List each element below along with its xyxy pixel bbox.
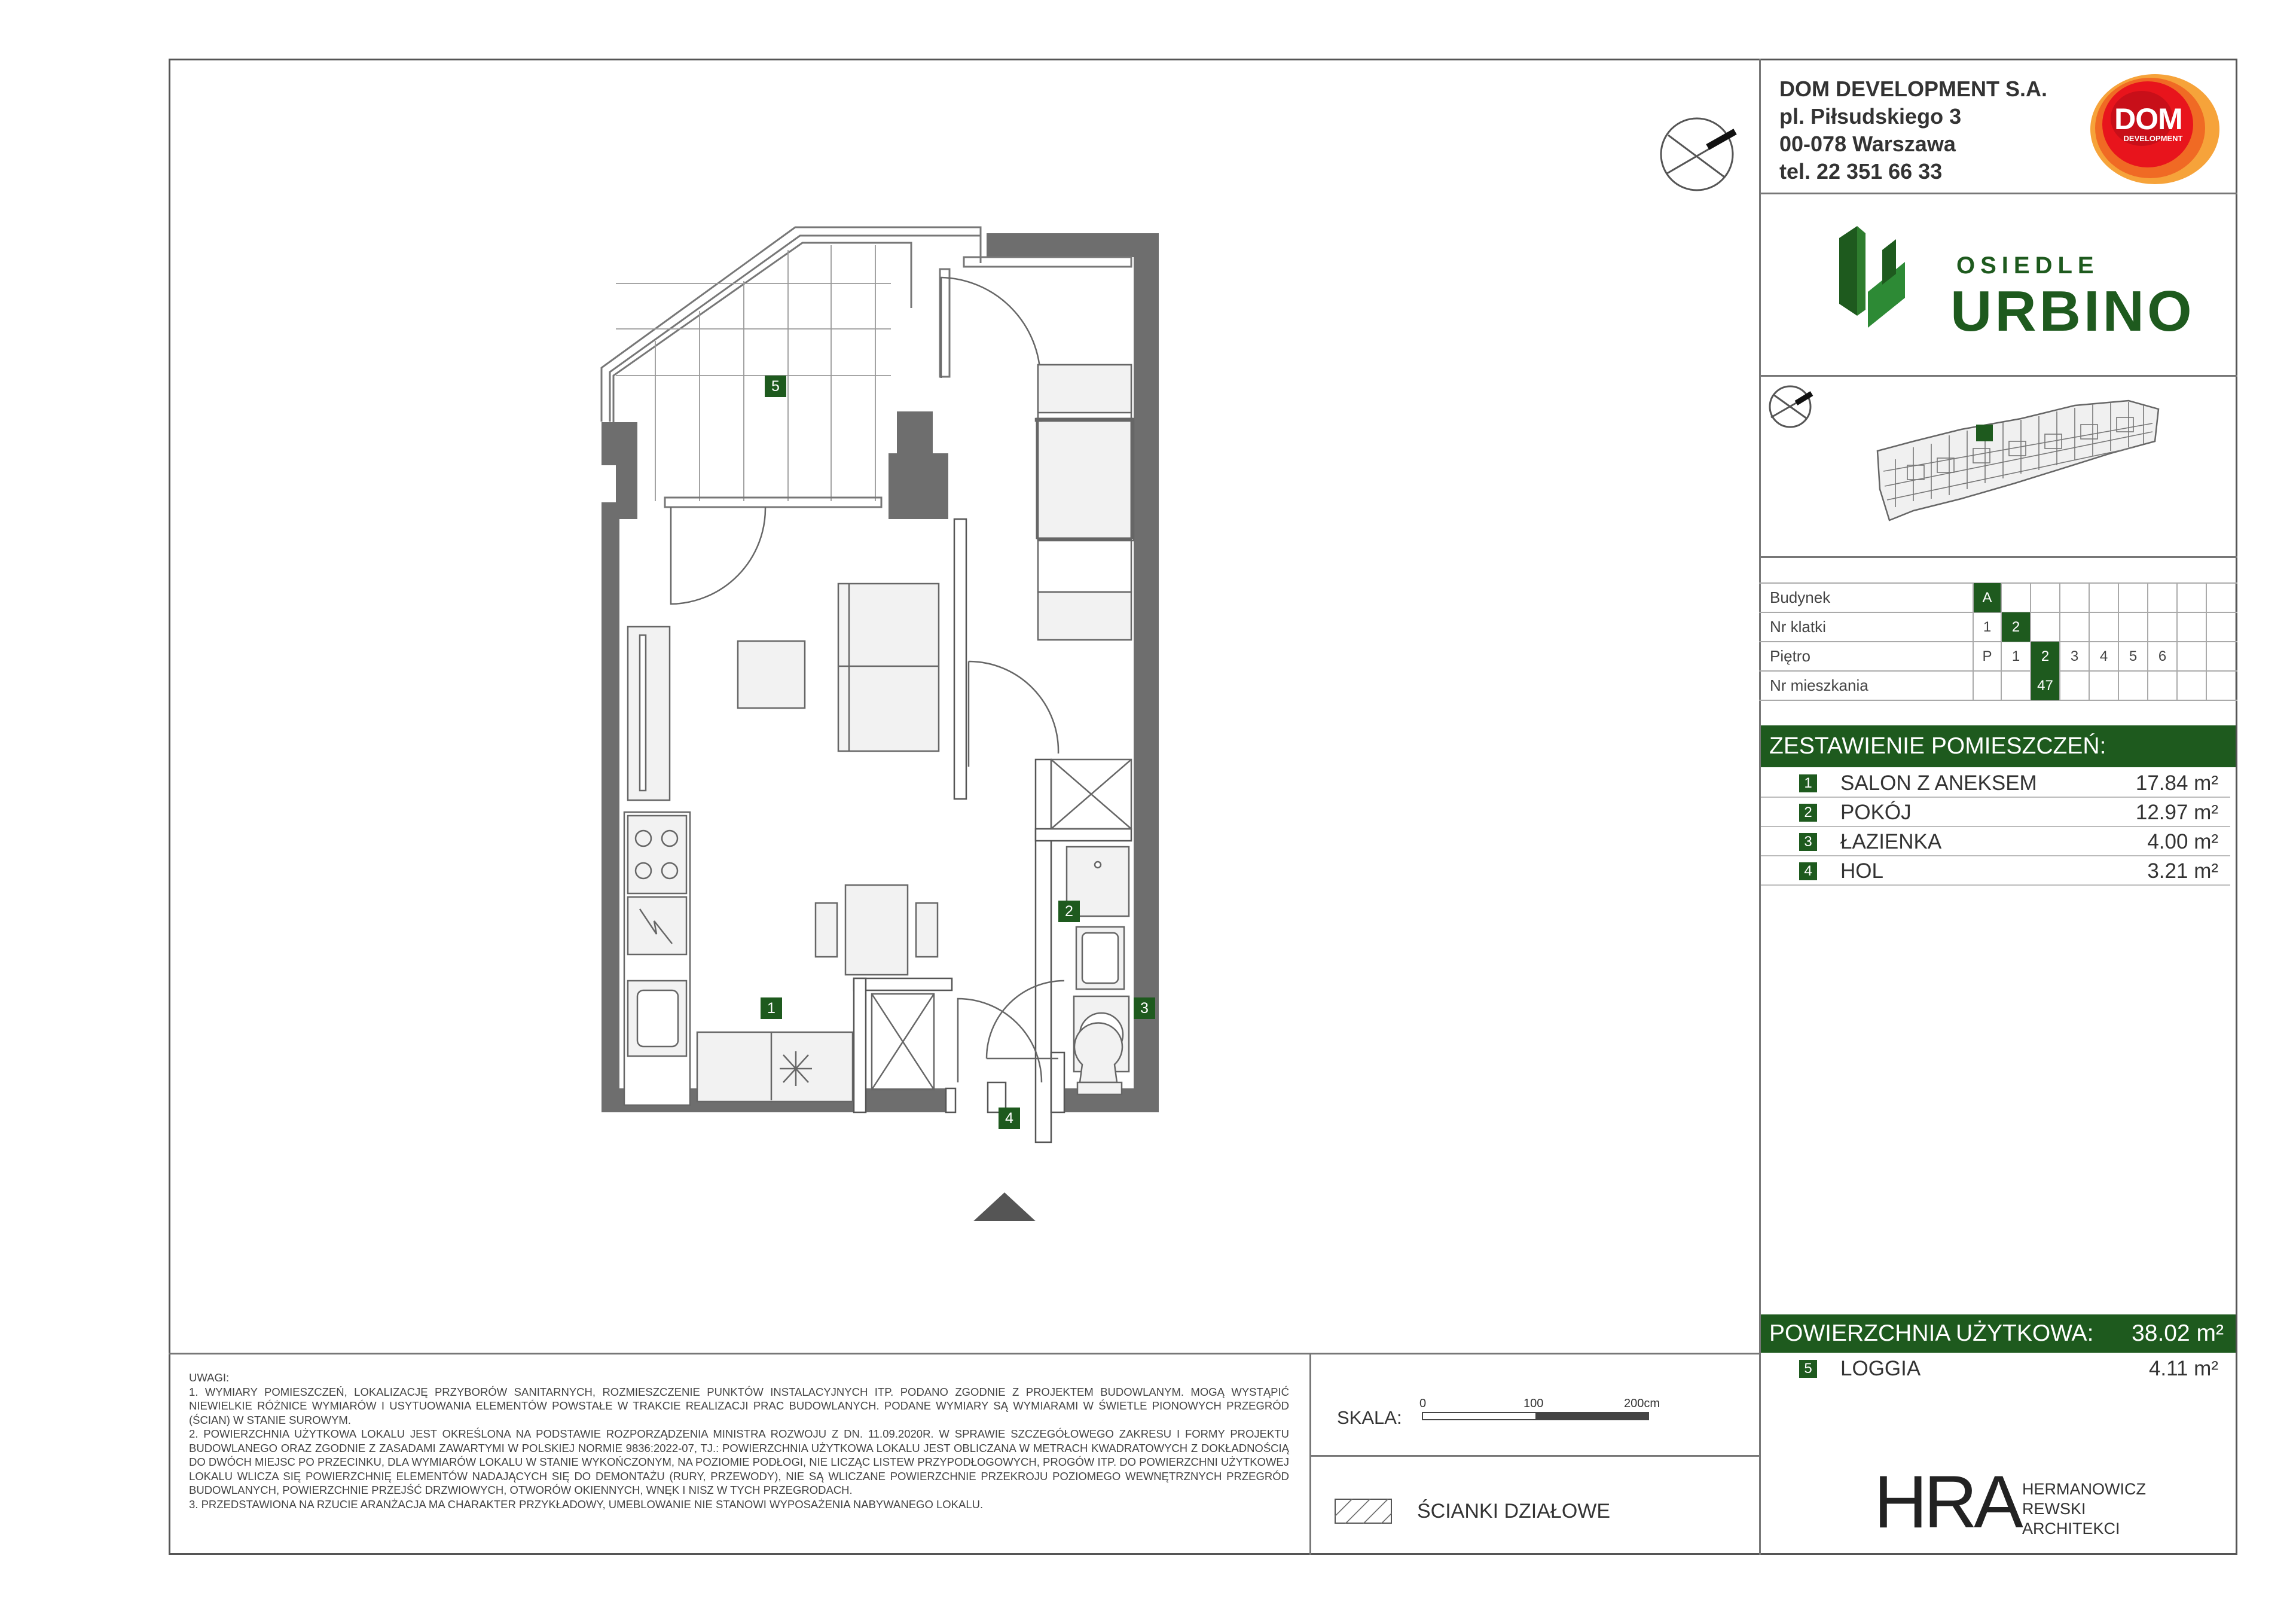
- grid-row-label: Nr klatki: [1770, 618, 1826, 636]
- grid-cell: [2148, 671, 2178, 700]
- dom-development-logo: [2084, 69, 2222, 189]
- room-row: [1761, 827, 2230, 856]
- site-key-plan: [1871, 393, 2164, 546]
- urbino-logo-mark: [1839, 226, 1905, 337]
- compass-icon: [1656, 111, 1746, 204]
- notes-separator: [169, 1353, 1760, 1354]
- loggia-row: [1761, 1354, 2230, 1383]
- company-name: DOM DEVELOPMENT S.A.: [1779, 77, 2048, 101]
- room-name: ŁAZIENKA: [1840, 830, 1942, 853]
- grid-cell: [2119, 583, 2148, 612]
- grid-cell: [2178, 583, 2207, 612]
- note-3: 3. PRZEDSTAWIONA NA RZUCIE ARANŻACJA MA CHARAKTER PRZYKŁADOWY, UMEBLOWANIE NIE STANOWI WYPOSAŻENIA NABYWANEGO LOKALU.: [189, 1497, 984, 1511]
- grid-cell: P: [1973, 642, 2002, 671]
- room-number: 1: [1799, 774, 1817, 792]
- grid-cell: [2060, 612, 2090, 642]
- architect-line2: REWSKI: [2022, 1500, 2086, 1518]
- room-label-3: 3: [1134, 997, 1155, 1019]
- room-name: HOL: [1840, 859, 1883, 883]
- header-separator: [1759, 193, 2237, 194]
- company-city: 00-078 Warszawa: [1779, 132, 1956, 156]
- grid-cell: 3: [2060, 642, 2090, 671]
- company-street: pl. Piłsudskiego 3: [1779, 104, 1962, 129]
- total-area-label: POWIERZCHNIA UŻYTKOWA:: [1769, 1320, 2094, 1346]
- grid-cell: [2207, 612, 2236, 642]
- grid-cell: [2060, 583, 2090, 612]
- scale-legend-separator: [1309, 1455, 1761, 1457]
- note-1: 1. WYMIARY POMIESZCZEŃ, LOKALIZACJĘ PRZYBORÓW SANITARNYCH, ROZMIESZCZENIE PUNKTÓW INSTALACYJNYCH ITP. PODANO ZGODNIE Z PROJEKTEM BUDOWLANYM. MOGĄ WYSTĄPIĆ NIEWIELKIE RÓŻNICE WYMIARÓW I USYTUOWANIA ELEMENTÓW POWSTAŁE W TRAKCIE REALIZACJI PRAC BUDOWLANYCH. PODANE WYMIARY SĄ WYMIARAMI W ŚWIETLE PIONOWYCH PRZEGRÓD (ŚCIAN) W STANIE SUROWYM.: [189, 1385, 1289, 1426]
- grid-cell: [1973, 671, 2002, 700]
- room-area: 12.97 m²: [2135, 801, 2218, 824]
- note-2: 2. POWIERZCHNIA UŻYTKOWA LOKALU JEST OKREŚLONA NA PODSTAWIE ROZPORZĄDZENIA MINISTRA ROZWOJU Z DN. 11.09.2020R. W SPRAWIE SZCZEGÓŁOWEGO ZAKRESU I FORMY PROJEKTU BUDOWLANEGO ORAZ ZGODNIE Z ZASADAMI ZAWARTYMI W POLSKIEJ NORMIE 9836:2022-07, TJ.: POWIERZCHNIA UŻYTKOWA LOKALU JEST OBLICZANA W METRACH KWADRATOWYCH Z DOKŁADNOŚCIĄ DO DWÓCH MIEJSC PO PRZECINKU, DLA WYMIARÓW LOKALU W STANIE WYKOŃCZONYM, NA POZIOMIE PODŁOGI, NIE LICZĄC LISTEW PRZYPODŁOGOWYCH, PROGÓW ITP. DO POWIERZCHNI UŻYTKOWEJ LOKALU WLICZA SIĘ POWIERZCHNIĘ ELEMENTÓW NADAJĄCYCH SIĘ DO DEMONTAŻU (RURY, PRZEWODY), NIE SĄ WLICZANE POWIERZCHNIE PRZEKROJU POZIOMEGO WEWNĘTRZNYCH PRZEGRÓD BUDOWLANYCH, POWIERZCHNIE PRZEJŚĆ DRZWIOWYCH, OTWORÓW OKIENNYCH, WNĘK I NISZ W TYCH PRZEGRODACH.: [189, 1427, 1289, 1496]
- grid-cell: 2: [2002, 612, 2031, 642]
- total-area-bar: [1761, 1314, 2236, 1353]
- loggia-railing: [602, 227, 981, 425]
- grid-cell: [2119, 612, 2148, 642]
- grid-cell: 5: [2119, 642, 2148, 671]
- grid-cell: [2207, 583, 2236, 612]
- room-label-2: 2: [1058, 901, 1080, 922]
- scale-bar-fill: [1535, 1413, 1648, 1419]
- entrance-arrow-icon: [973, 1192, 1036, 1224]
- grid-row-label: Nr mieszkania: [1770, 676, 1868, 694]
- room-row: [1761, 798, 2230, 827]
- grid-cell: 4: [2090, 642, 2119, 671]
- architect-line1: HERMANOWICZ: [2022, 1480, 2146, 1498]
- grid-cell: [2178, 671, 2207, 700]
- estate-line1: OSIEDLE: [1956, 252, 2099, 279]
- keyplan-separator: [1759, 556, 2237, 558]
- room-number: 4: [1799, 862, 1817, 880]
- grid-cell: A: [1973, 583, 2002, 612]
- architect-line3: ARCHITEKCI: [2022, 1520, 2120, 1537]
- architect-mark: HRA: [1874, 1461, 2020, 1543]
- logo-text-top: DOM: [2114, 102, 2182, 136]
- grid-cell: [2002, 671, 2031, 700]
- scale-bar: [1422, 1412, 1649, 1420]
- room-label-4: 4: [999, 1108, 1020, 1129]
- grid-cell: [2031, 612, 2060, 642]
- room-row: [1761, 856, 2230, 886]
- total-area-value: 38.02 m²: [2132, 1320, 2224, 1346]
- grid-cell: 47: [2031, 671, 2060, 700]
- room-area: 3.21 m²: [2147, 859, 2218, 883]
- grid-cell: 2: [2031, 642, 2060, 671]
- scale-label: SKALA:: [1337, 1407, 1402, 1428]
- room-number: 2: [1799, 804, 1817, 822]
- grid-row-label: Budynek: [1770, 588, 1831, 606]
- notes-title: UWAGI:: [189, 1371, 230, 1384]
- estate-line2: URBINO: [1950, 279, 2195, 343]
- grid-row-label: Piętro: [1770, 647, 1810, 665]
- compass-small-icon: [1765, 382, 1819, 438]
- room-name: SALON Z ANEKSEM: [1840, 771, 2037, 795]
- grid-cell: 6: [2148, 642, 2178, 671]
- loggia-number: 5: [1799, 1360, 1817, 1378]
- grid-cell: [2119, 671, 2148, 700]
- logo-text-bottom: DEVELOPMENT: [2123, 134, 2183, 143]
- scale-tick-200: 200cm: [1624, 1397, 1660, 1410]
- room-name: POKÓJ: [1840, 801, 1912, 824]
- floor-plan: [592, 221, 1297, 1232]
- estate-separator: [1759, 375, 2237, 377]
- notes-block: [189, 1371, 1289, 1511]
- loggia-name: LOGGIA: [1840, 1357, 1921, 1380]
- scale-tick-100: 100: [1523, 1397, 1544, 1410]
- notes-divider: [1309, 1353, 1311, 1555]
- room-label-1: 1: [761, 997, 782, 1019]
- grid-cell: [2178, 612, 2207, 642]
- info-grid: [1759, 582, 2237, 702]
- grid-cell: [2090, 671, 2119, 700]
- grid-cell: [2090, 583, 2119, 612]
- grid-cell: [2090, 612, 2119, 642]
- grid-cell: 1: [2002, 642, 2031, 671]
- architect-text: [2022, 1479, 2146, 1539]
- grid-cell: [2207, 671, 2236, 700]
- grid-cell: [2148, 612, 2178, 642]
- room-label-5: 5: [765, 376, 786, 397]
- room-area: 17.84 m²: [2135, 771, 2218, 795]
- grid-cell: [2031, 583, 2060, 612]
- partition-hatch-icon: [1335, 1499, 1392, 1527]
- legend-partition-walls: ŚCIANKI DZIAŁOWE: [1417, 1500, 1611, 1523]
- room-area: 4.00 m²: [2147, 830, 2218, 853]
- loggia-area: 4.11 m²: [2148, 1357, 2218, 1380]
- grid-cell: [2060, 671, 2090, 700]
- room-number: 3: [1799, 833, 1817, 851]
- room-row: [1761, 768, 2230, 798]
- grid-cell: [2002, 583, 2031, 612]
- company-block: [1779, 75, 2047, 185]
- company-phone: tel. 22 351 66 33: [1779, 159, 1943, 184]
- grid-cell: [2207, 642, 2236, 671]
- grid-cell: 1: [1973, 612, 2002, 642]
- grid-cell: [2178, 642, 2207, 671]
- grid-cell: [2148, 583, 2178, 612]
- summary-heading: ZESTAWIENIE POMIESZCZEŃ:: [1761, 725, 2236, 767]
- scale-tick-0: 0: [1419, 1397, 1427, 1410]
